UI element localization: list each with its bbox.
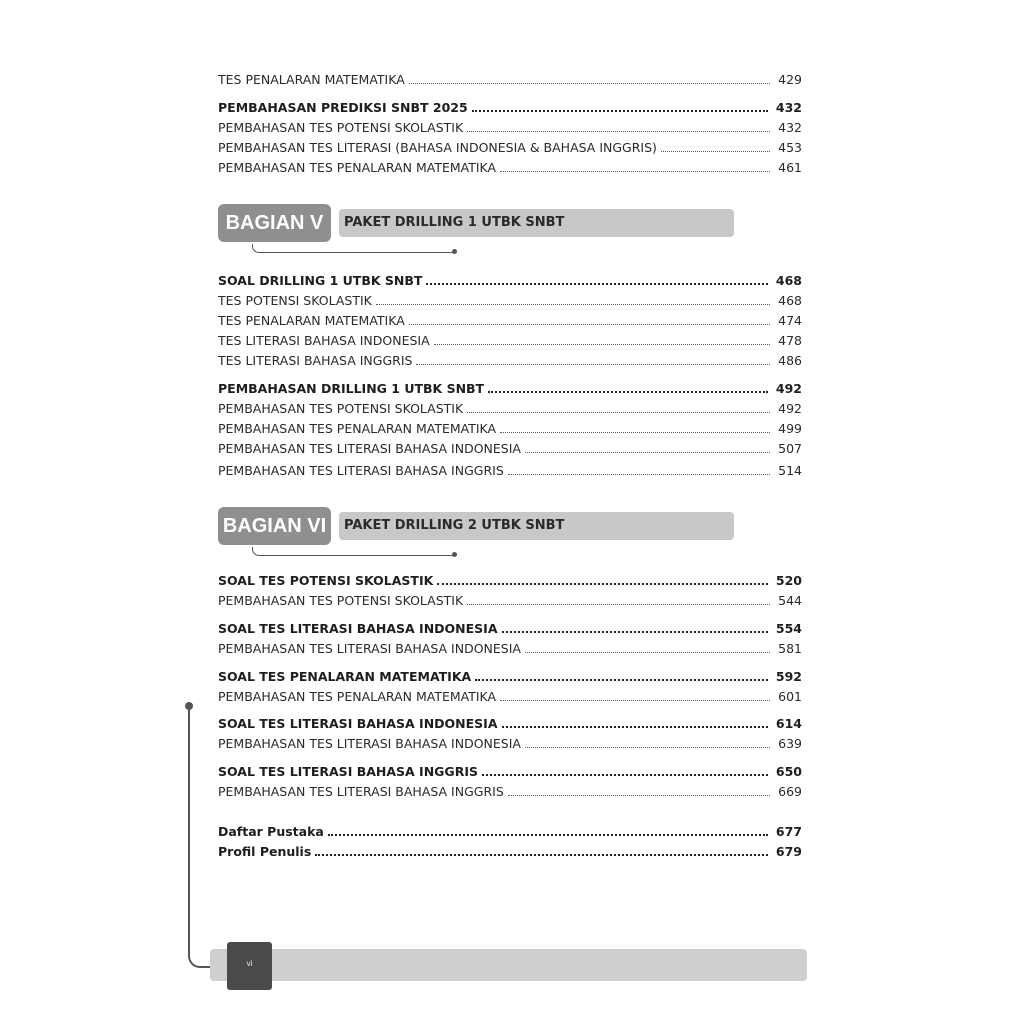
toc-entry-label: SOAL TES LITERASI BAHASA INGGRIS (218, 764, 478, 779)
toc-entry (218, 463, 802, 479)
toc-entry-page: 679 (775, 844, 802, 859)
dot-leader (488, 391, 768, 393)
toc-entry-page: 492 (778, 401, 802, 416)
dot-leader (482, 774, 768, 776)
toc-entry-label: SOAL TES LITERASI BAHASA INDONESIA (218, 621, 498, 636)
decorative-dot (452, 552, 457, 557)
toc-entry-label: PEMBAHASAN TES LITERASI (BAHASA INDONESIA & BAHASA INGGRIS) (218, 140, 657, 155)
page-number: vi (246, 959, 253, 968)
dot-leader (508, 474, 770, 475)
toc-entry-label: PEMBAHASAN TES POTENSI SKOLASTIK (218, 120, 464, 135)
toc-entry-page: 478 (778, 333, 802, 348)
toc-entry (218, 784, 802, 800)
toc-entry-main (218, 669, 802, 685)
toc-entry-page: 507 (778, 441, 802, 456)
toc-entry-page: 461 (778, 160, 802, 175)
toc-entry-label: PEMBAHASAN TES PENALARAN MATEMATIKA (218, 689, 497, 704)
dot-leader (525, 452, 770, 453)
toc-entry-label: SOAL TES POTENSI SKOLASTIK (218, 573, 434, 588)
dot-leader (434, 344, 771, 345)
toc-entry-main (218, 100, 802, 116)
toc-entry-label: PEMBAHASAN TES POTENSI SKOLASTIK (218, 401, 464, 416)
dot-leader (525, 747, 770, 748)
dot-leader (467, 604, 770, 605)
toc-entry-page: 468 (778, 293, 802, 308)
dot-leader (426, 283, 768, 285)
section-title: PAKET DRILLING 1 UTBK SNBT (344, 215, 565, 230)
dot-leader (467, 412, 770, 413)
dot-leader (475, 679, 768, 681)
toc-entry (218, 689, 802, 705)
toc-entry-page: 492 (775, 381, 802, 396)
toc-entry (218, 293, 802, 309)
dot-leader (467, 131, 770, 132)
toc-entry-page: 432 (778, 120, 802, 135)
toc-entry-main (218, 764, 802, 780)
toc-entry-label: PEMBAHASAN TES LITERASI BAHASA INDONESIA (218, 441, 521, 456)
toc-entry (218, 441, 802, 457)
toc-entry (218, 736, 802, 752)
toc-entry-page: 581 (778, 641, 802, 656)
toc-entry-label: SOAL DRILLING 1 UTBK SNBT (218, 273, 423, 288)
toc-entry-page: 601 (778, 689, 802, 704)
section-title: PAKET DRILLING 2 UTBK SNBT (344, 518, 565, 533)
toc-entry-page: 486 (778, 353, 802, 368)
toc-entry (218, 72, 802, 88)
toc-entry (218, 353, 802, 369)
toc-entry-label: SOAL TES PENALARAN MATEMATIKA (218, 669, 472, 684)
toc-entry-main (218, 273, 802, 289)
toc-entry-label: TES PENALARAN MATEMATIKA (218, 313, 405, 328)
decorative-side-line (188, 706, 212, 968)
toc-entry-page: 639 (778, 736, 802, 751)
decorative-connector-line (252, 244, 455, 253)
toc-entry-label: PEMBAHASAN TES PENALARAN MATEMATIKA (218, 421, 497, 436)
toc-entry-page: 544 (778, 593, 802, 608)
dot-leader (315, 854, 768, 856)
toc-entry-main (218, 716, 802, 732)
dot-leader (508, 795, 770, 796)
toc-entry (218, 160, 802, 176)
dot-leader (500, 171, 770, 172)
dot-leader (409, 324, 770, 325)
toc-entry-label: TES PENALARAN MATEMATIKA (218, 72, 405, 87)
dot-leader (437, 583, 768, 585)
toc-entry-label: PEMBAHASAN DRILLING 1 UTBK SNBT (218, 381, 485, 396)
toc-entry-page: 468 (775, 273, 802, 288)
toc-entry-label: Profil Penulis (218, 844, 312, 859)
section-tag: BAGIAN VI (218, 507, 331, 545)
toc-entry-page: 650 (775, 764, 802, 779)
section-tag: BAGIAN V (218, 204, 331, 242)
decorative-dot (452, 249, 457, 254)
toc-entry-author-profile (218, 844, 802, 860)
toc-entry-label: PEMBAHASAN PREDIKSI SNBT 2025 (218, 100, 468, 115)
toc-entry-page: 677 (775, 824, 802, 839)
toc-entry-label: TES LITERASI BAHASA INDONESIA (218, 333, 430, 348)
toc-entry (218, 313, 802, 329)
dot-leader (472, 110, 768, 112)
toc-entry-label: PEMBAHASAN TES LITERASI BAHASA INDONESIA (218, 736, 521, 751)
toc-entry-bibliography (218, 824, 802, 840)
toc-entry-label: PEMBAHASAN TES LITERASI BAHASA INGGRIS (218, 784, 504, 799)
dot-leader (409, 83, 770, 84)
dot-leader (376, 304, 770, 305)
dot-leader (500, 700, 770, 701)
dot-leader (416, 364, 770, 365)
dot-leader (328, 834, 768, 836)
decorative-connector-line (252, 547, 455, 556)
toc-entry-page: 554 (775, 621, 802, 636)
toc-entry-page: 592 (775, 669, 802, 684)
toc-entry-page: 514 (778, 463, 802, 478)
toc-entry (218, 140, 802, 156)
section-banner-bagian-vi (218, 507, 738, 547)
toc-entry-page: 669 (778, 784, 802, 799)
toc-entry-label: Daftar Pustaka (218, 824, 324, 839)
toc-entry (218, 401, 802, 417)
page-number-tab (227, 942, 272, 990)
toc-entry-page: 499 (778, 421, 802, 436)
footer-bar (210, 949, 807, 981)
toc-entry-page: 429 (778, 72, 802, 87)
toc-entry-main (218, 381, 802, 397)
toc-entry-page: 432 (775, 100, 802, 115)
toc-entry (218, 641, 802, 657)
toc-entry-label: PEMBAHASAN TES POTENSI SKOLASTIK (218, 593, 464, 608)
decorative-dot (185, 702, 193, 710)
toc-entry (218, 333, 802, 349)
toc-entry-label: PEMBAHASAN TES PENALARAN MATEMATIKA (218, 160, 497, 175)
toc-entry-label: TES POTENSI SKOLASTIK (218, 293, 372, 308)
toc-entry-main (218, 621, 802, 637)
toc-entry-label: PEMBAHASAN TES LITERASI BAHASA INGGRIS (218, 463, 504, 478)
dot-leader (502, 726, 768, 728)
dot-leader (502, 631, 768, 633)
toc-entry-page: 614 (775, 716, 802, 731)
dot-leader (525, 652, 770, 653)
toc-entry (218, 421, 802, 437)
toc-entry-page: 453 (778, 140, 802, 155)
toc-entry (218, 593, 802, 609)
toc-entry-label: SOAL TES LITERASI BAHASA INDONESIA (218, 716, 498, 731)
section-banner-bagian-v (218, 204, 738, 244)
toc-entry-label: PEMBAHASAN TES LITERASI BAHASA INDONESIA (218, 641, 521, 656)
toc-entry-page: 474 (778, 313, 802, 328)
dot-leader (661, 151, 770, 152)
toc-entry-label: TES LITERASI BAHASA INGGRIS (218, 353, 413, 368)
toc-entry-main (218, 573, 802, 589)
toc-entry (218, 120, 802, 136)
toc-entry-page: 520 (775, 573, 802, 588)
dot-leader (500, 432, 770, 433)
